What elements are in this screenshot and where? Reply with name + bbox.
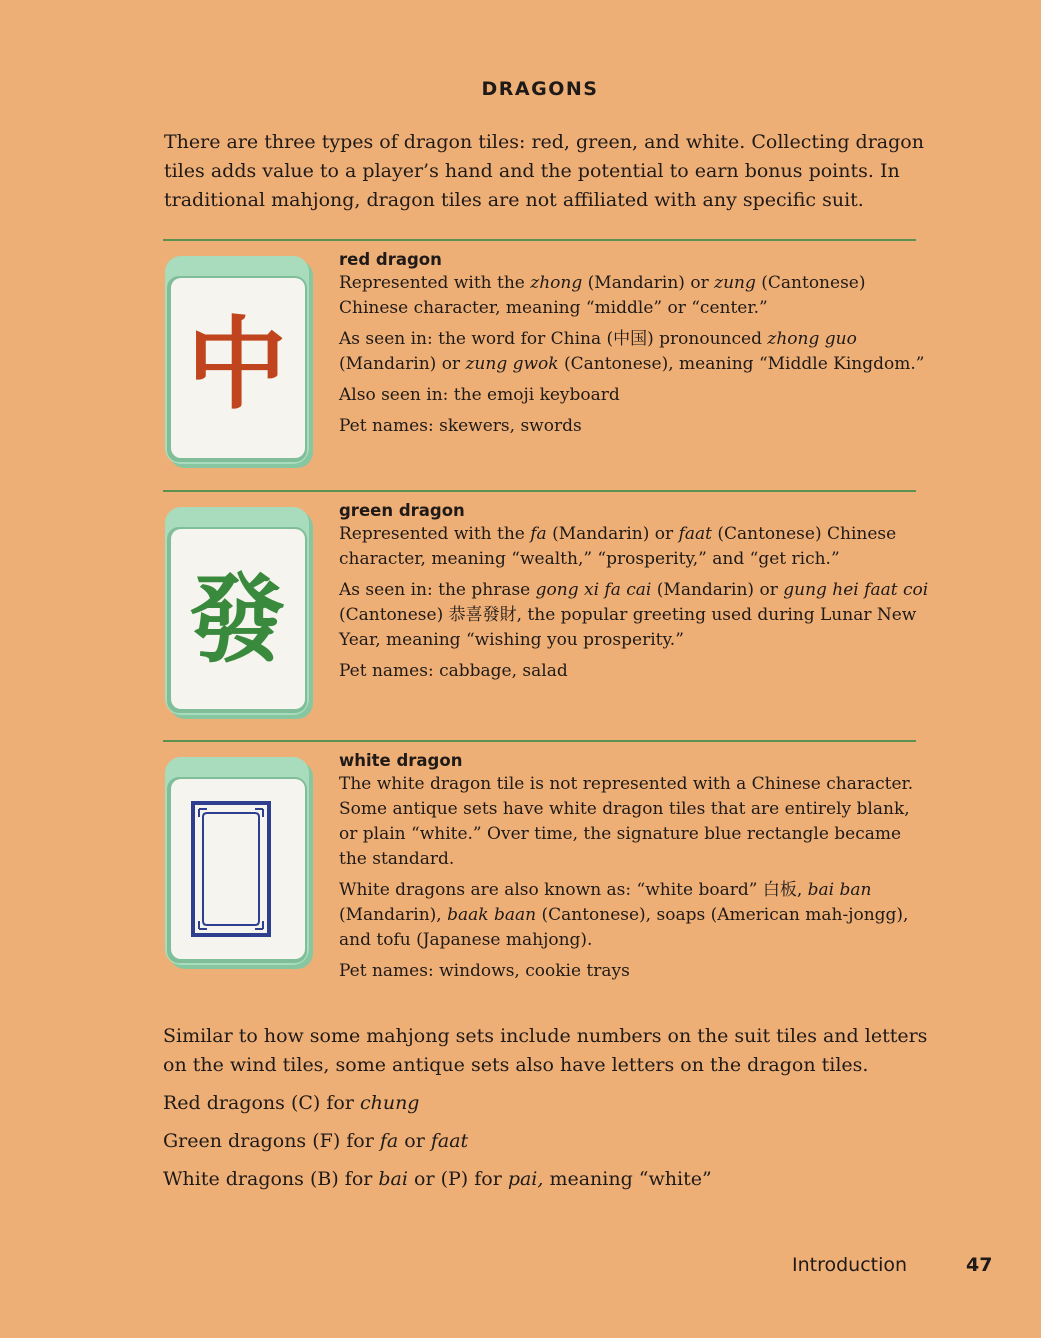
red-dragon-description: Represented with the zhong (Mandarin) or zung (Cantonese) Chinese character, meaning “middle” or “center.”	[339, 273, 866, 318]
footer-section-label: Introduction	[792, 1254, 908, 1276]
closing-paragraph: Similar to how some mahjong sets include numbers on the suit tiles and letters on the wind tiles, some antique sets also have letters on the dragon tiles.	[163, 1025, 928, 1076]
page-number: 47	[966, 1254, 993, 1276]
red-dragon-section	[163, 239, 925, 436]
white-dragon-aka: White dragons are also known as: “white board” 白板, bai ban (Mandarin), baak baan (Cantonese), soaps (American mah-jongg), and tofu (Japanese mahjong).	[339, 880, 909, 950]
green-dragon-glyph: 發	[189, 564, 285, 676]
white-dragon-section	[163, 740, 916, 981]
red-dragon-heading: red dragon	[339, 250, 442, 269]
green-dragon-letter: Green dragons (F) for fa or faat	[163, 1130, 469, 1152]
page-title: DRAGONS	[481, 78, 599, 100]
white-dragon-letter: White dragons (B) for bai or (P) for pai, meaning “white”	[163, 1168, 712, 1190]
red-dragon-seen-in: As seen in: the word for China (中国) pronounced zhong guo (Mandarin) or zung gwok (Cantonese), meaning “Middle Kingdom.”	[339, 329, 925, 374]
green-dragon-entry	[339, 500, 929, 690]
red-dragon-also-seen: Also seen in: the emoji keyboard	[339, 385, 620, 405]
red-dragon-entry	[339, 249, 929, 445]
white-dragon-tile	[163, 755, 315, 971]
red-dragon-glyph: 中	[187, 306, 287, 423]
green-dragon-section	[163, 490, 929, 681]
green-dragon-heading: green dragon	[339, 501, 465, 520]
red-dragon-letter: Red dragons (C) for chung	[163, 1092, 420, 1114]
red-dragon-pet-names: Pet names: skewers, swords	[339, 416, 582, 436]
green-dragon-description: Represented with the fa (Mandarin) or faat (Cantonese) Chinese character, meaning “wealth,” “prosperity,” and “get rich.”	[339, 524, 897, 569]
white-dragon-description: The white dragon tile is not represented with a Chinese character. Some antique sets have white dragon tiles that are entirely blank, or plain “white.” Over time, the signature blue rectangle became the standard.	[339, 774, 914, 869]
white-dragon-heading: white dragon	[339, 751, 463, 770]
intro-paragraph: There are three types of dragon tiles: red, green, and white. Collecting dragon tiles adds value to a player’s hand and the potential to earn bonus points. In traditional mahjong, dragon tiles are not affiliated with any specific suit.	[164, 131, 924, 211]
green-dragon-seen-in: As seen in: the phrase gong xi fa cai (Mandarin) or gung hei faat coi (Cantonese) 恭喜發財, the popular greeting used during Lunar New Year, meaning “wishing you prosperity.”	[339, 580, 929, 650]
red-dragon-tile	[163, 254, 315, 470]
green-dragon-tile	[163, 505, 315, 721]
green-dragon-pet-names: Pet names: cabbage, salad	[339, 661, 568, 681]
closing-section	[163, 1022, 933, 1203]
white-dragon-entry	[339, 750, 929, 990]
white-dragon-pet-names: Pet names: windows, cookie trays	[339, 961, 630, 981]
